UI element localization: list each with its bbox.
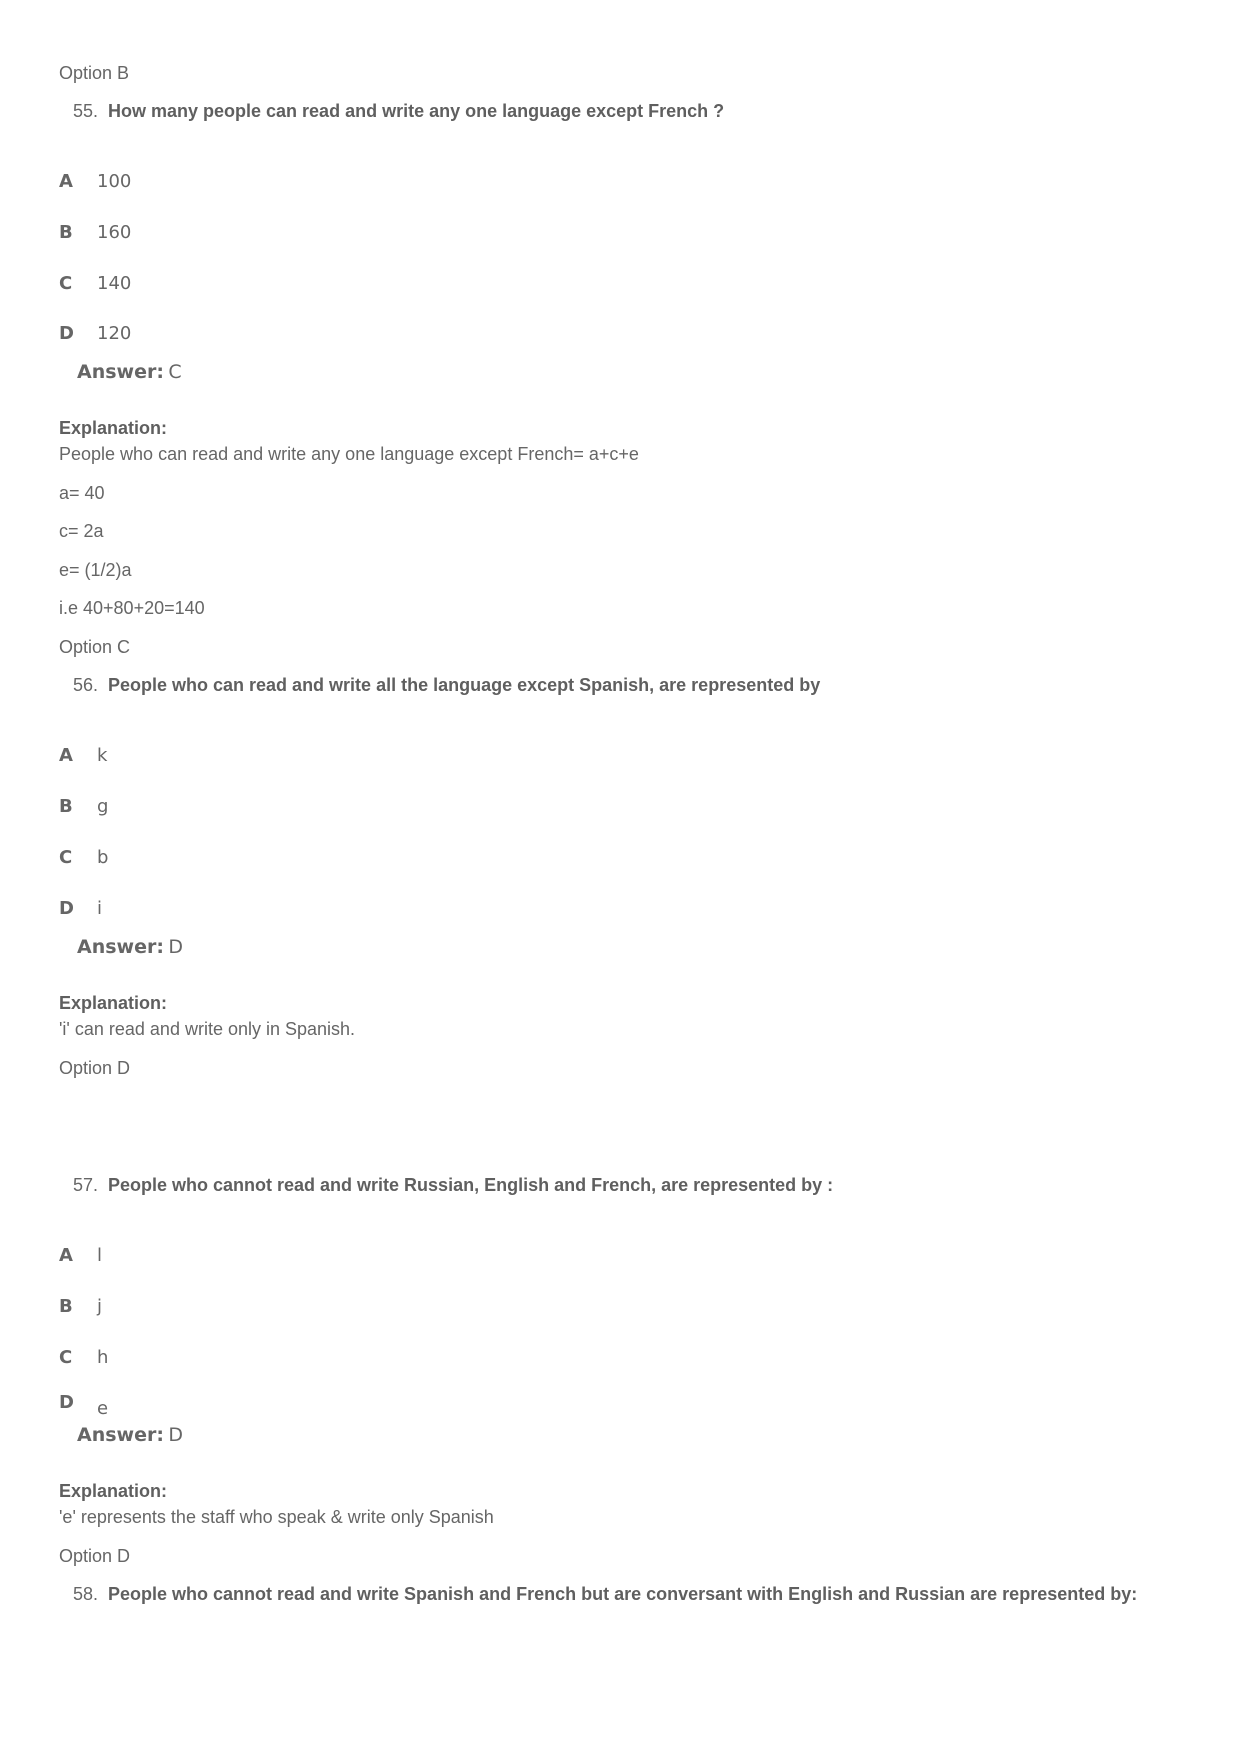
explanation-label: Explanation: (59, 418, 168, 438)
explanation-line: 'i' can read and write only in Spanish. (59, 1019, 356, 1039)
option-letter-d: D (59, 898, 74, 919)
option-letter-a: A (59, 1245, 73, 1266)
explanation-line: a= 40 (59, 483, 105, 503)
answer-line (77, 936, 183, 958)
option-letter-d: D (59, 1392, 74, 1413)
answer-value: C (168, 361, 182, 383)
question-number: 56. (73, 675, 99, 695)
question-number: 57. (73, 1175, 99, 1195)
answer-label: Answer: (77, 361, 164, 383)
answer-value: D (168, 1424, 184, 1446)
explanation-line: c= 2a (59, 521, 104, 541)
option-letter-b: B (59, 222, 73, 243)
question-text: People who can read and write all the language except Spanish, are represented by (108, 675, 821, 695)
option-value-c[interactable]: 140 (97, 273, 132, 294)
option-letter-b: B (59, 1296, 73, 1317)
option-value-d[interactable]: 120 (97, 323, 132, 344)
option-letter-a: A (59, 171, 73, 192)
explanation-line: People who can read and write any one language except French= a+c+e (59, 444, 639, 464)
explanation-line: Option C (59, 637, 131, 657)
question-number: 58. (73, 1584, 99, 1604)
question-text: People who cannot read and write Spanish and French but are conversant with English and Russian are represented by: (108, 1584, 1138, 1604)
explanation-line: i.e 40+80+20=140 (59, 598, 205, 618)
previous-option-text: Option B (59, 63, 130, 83)
option-letter-a: A (59, 745, 73, 766)
explanation-line: e= (1/2)a (59, 560, 132, 580)
answer-label: Answer: (77, 1424, 164, 1446)
option-value-a[interactable]: k (97, 745, 108, 766)
option-value-a[interactable]: 100 (97, 171, 132, 192)
answer-line (77, 1424, 183, 1446)
option-value-b[interactable]: 160 (97, 222, 132, 243)
option-letter-b: B (59, 796, 73, 817)
option-value-c[interactable]: h (97, 1347, 109, 1368)
question-text: How many people can read and write any one language except French ? (108, 101, 725, 121)
question-number: 55. (73, 101, 99, 121)
explanation-label: Explanation: (59, 993, 168, 1013)
option-value-d[interactable]: i (97, 898, 103, 919)
option-value-b[interactable]: g (97, 796, 109, 817)
answer-label: Answer: (77, 936, 164, 958)
question-text: People who cannot read and write Russian, English and French, are represented by : (108, 1175, 834, 1195)
option-letter-c: C (59, 273, 73, 294)
explanation-label: Explanation: (59, 1481, 168, 1501)
option-value-d[interactable]: e (97, 1398, 109, 1419)
answer-line (77, 361, 182, 383)
explanation-line: Option D (59, 1058, 131, 1078)
option-letter-d: D (59, 323, 74, 344)
explanation-line: Option D (59, 1546, 131, 1566)
option-value-a[interactable]: l (97, 1245, 103, 1266)
option-letter-c: C (59, 847, 73, 868)
option-value-b[interactable]: j (97, 1296, 103, 1317)
explanation-line: 'e' represents the staff who speak & write only Spanish (59, 1507, 494, 1527)
option-value-c[interactable]: b (97, 847, 109, 868)
option-letter-c: C (59, 1347, 73, 1368)
answer-value: D (168, 936, 184, 958)
